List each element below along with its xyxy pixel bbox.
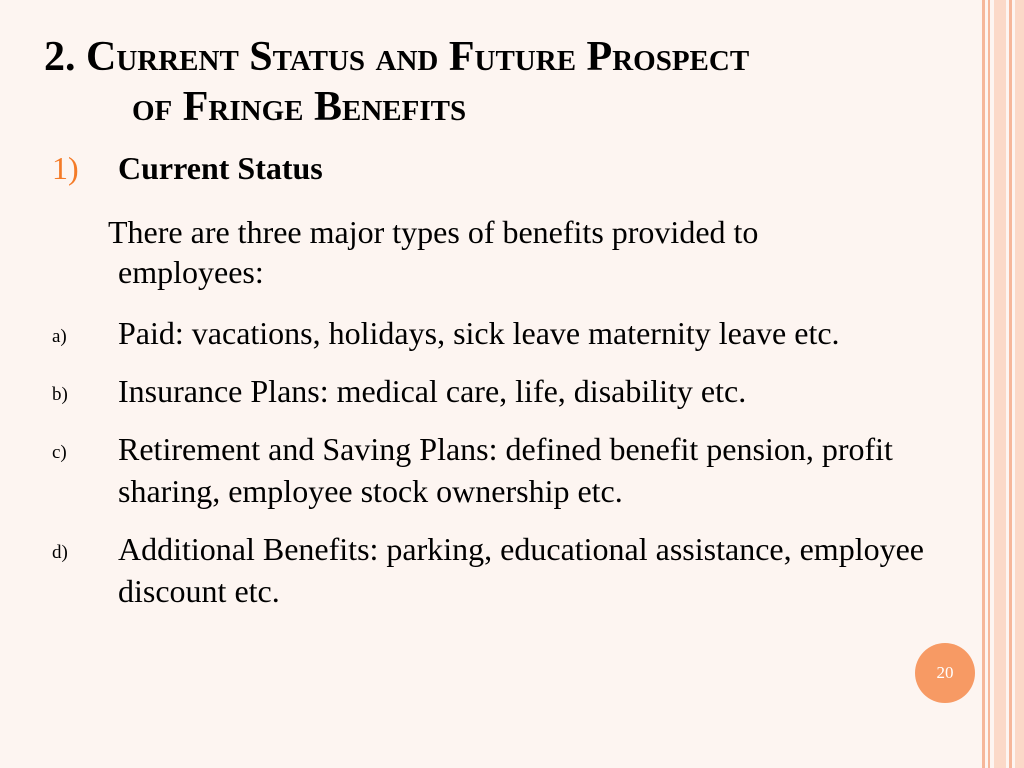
list-marker: c) <box>52 442 67 463</box>
list-item-text: Additional Benefits: parking, educational assistance, employee discount etc. <box>118 531 924 609</box>
intro-line2: employees: <box>118 254 264 290</box>
slide-title-line2: of Fringe Benefits <box>132 84 467 130</box>
slide-title-line1: 2. Current Status and Future Prospect <box>44 34 750 80</box>
list-item-text: Paid: vacations, holidays, sick leave maternity leave etc. <box>118 315 840 351</box>
slide-title <box>44 32 944 132</box>
page-number-badge <box>915 643 975 703</box>
benefit-list <box>52 312 992 628</box>
section-heading <box>52 150 323 187</box>
page-number: 20 <box>936 663 954 682</box>
intro-paragraph <box>108 212 968 292</box>
list-item-text: Retirement and Saving Plans: defined benefit pension, profit sharing, employee stock ownership etc. <box>118 431 893 509</box>
intro-line1: There are three major types of benefits provided to <box>108 214 759 250</box>
stripe <box>1015 0 1024 768</box>
list-item <box>52 312 992 354</box>
list-item-text: Insurance Plans: medical care, life, disability etc. <box>118 373 747 409</box>
list-marker: b) <box>52 384 68 405</box>
list-item <box>52 428 992 512</box>
list-item <box>52 528 992 612</box>
stripe <box>1009 0 1012 768</box>
list-marker: a) <box>52 326 67 347</box>
stripe <box>994 0 1006 768</box>
list-item <box>52 370 992 412</box>
section-number: 1) <box>52 150 79 186</box>
section-heading-text: Current Status <box>118 150 323 186</box>
list-marker: d) <box>52 542 68 563</box>
